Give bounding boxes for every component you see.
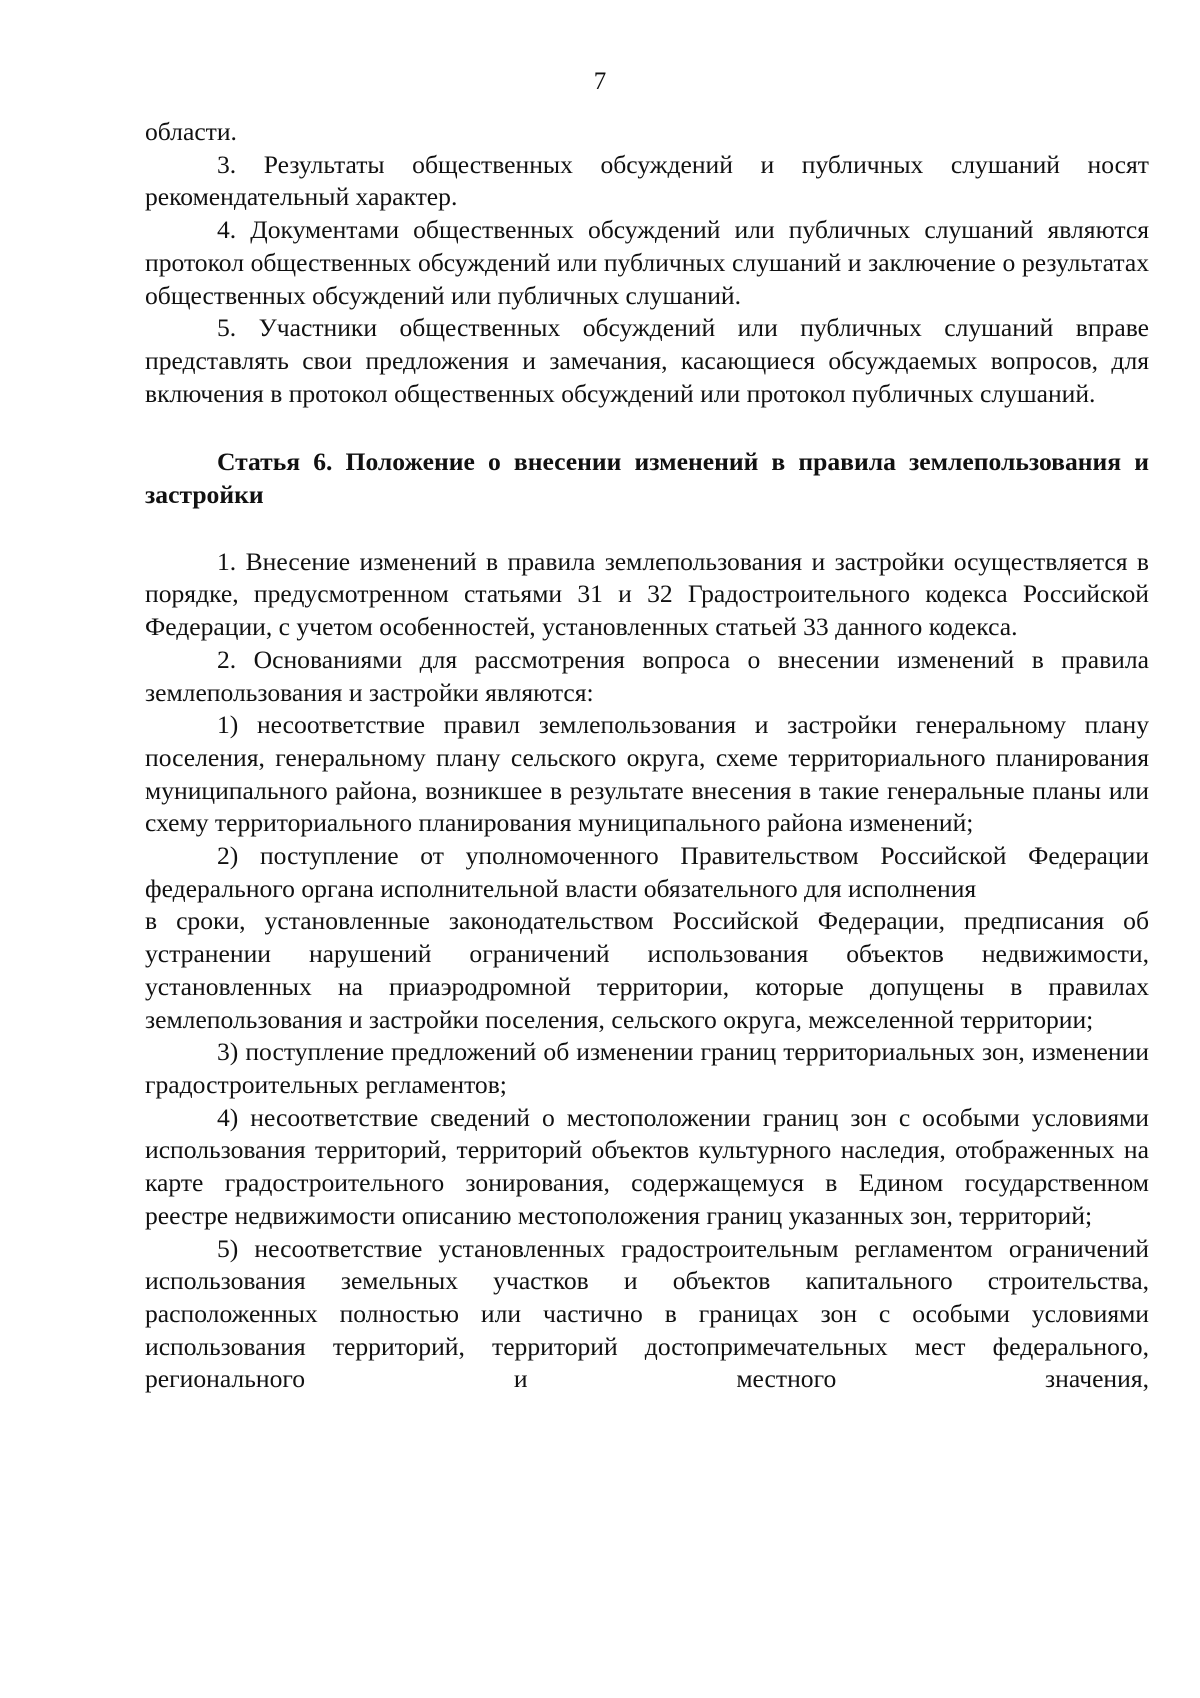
paragraph: 1. Внесение изменений в правила землепользования и застройки осуществляется в порядке, предусмотренном статьями 31 и 32 Градостроительного кодекса Российской Федерации, с учетом особенностей, установленных статьей 33 данного кодекса.: [145, 546, 1149, 642]
paragraph: 1) несоответствие правил землепользования и застройки генеральному плану поселения, генеральному плану сельского округа, схеме территориального планирования муниципального района, возникшее в результате внесения в такие генеральные планы или схему территориального планирования муниципального района изменений;: [145, 710, 1149, 838]
paragraph: области.: [145, 117, 237, 146]
paragraph-group-bottom: [145, 546, 1149, 1396]
paragraph: 5. Участники общественных обсуждений или публичных слушаний вправе представлять свои предложения и замечания, касающиеся обсуждаемых вопросов, для включения в протокол общественных обсуждений или протокол публичных слушаний.: [145, 313, 1149, 408]
paragraph: 4. Документами общественных обсуждений или публичных слушаний являются протокол общественных обсуждений или публичных слушаний и заключение о результатах общественных обсуждений или публичных слушаний.: [145, 215, 1149, 310]
paragraph: 2) поступление от уполномоченного Правительством Российской Федерации федерального органа исполнительной власти обязательного для исполнения: [145, 841, 1149, 903]
page-number: 7: [593, 68, 607, 95]
paragraph: 3. Результаты общественных обсуждений и публичных слушаний носят рекомендательный характер.: [145, 149, 1149, 212]
document-body: [145, 116, 1149, 1396]
paragraph: в сроки, установленные законодательством Российской Федерации, предписания об устранении нарушений ограничений использования объектов недвижимости, установленных на приаэродромной территории, которые допущены в правилах землепользования и застройки поселения, сельского округа, межселенной территории;: [145, 906, 1149, 1034]
paragraph-group-top: [145, 116, 1149, 410]
paragraph: 4) несоответствие сведений о местоположении границ зон с особыми условиями использования территорий, территорий объектов культурного наследия, отображенных на карте градостроительного зонирования, содержащемуся в Едином государственном реестре недвижимости описанию местоположения границ указанных зон, территорий;: [145, 1102, 1149, 1230]
paragraph: 5) несоответствие установленных градостроительным регламентом ограничений использования земельных участков и объектов капитального строительства, расположенных полностью или частично в границах зон с особыми условиями использования территорий, территорий достопримечательных мест федерального, регионального и местного значения,: [145, 1233, 1149, 1394]
paragraph: 3) поступление предложений об изменении границ территориальных зон, изменении градостроительных регламентов;: [145, 1037, 1149, 1099]
article-heading: Статья 6. Положение о внесении изменений в правила землепользования и застройки: [145, 447, 1149, 510]
paragraph: 2. Основаниями для рассмотрения вопроса о внесении изменений в правила землепользования и застройки являются:: [145, 644, 1149, 707]
